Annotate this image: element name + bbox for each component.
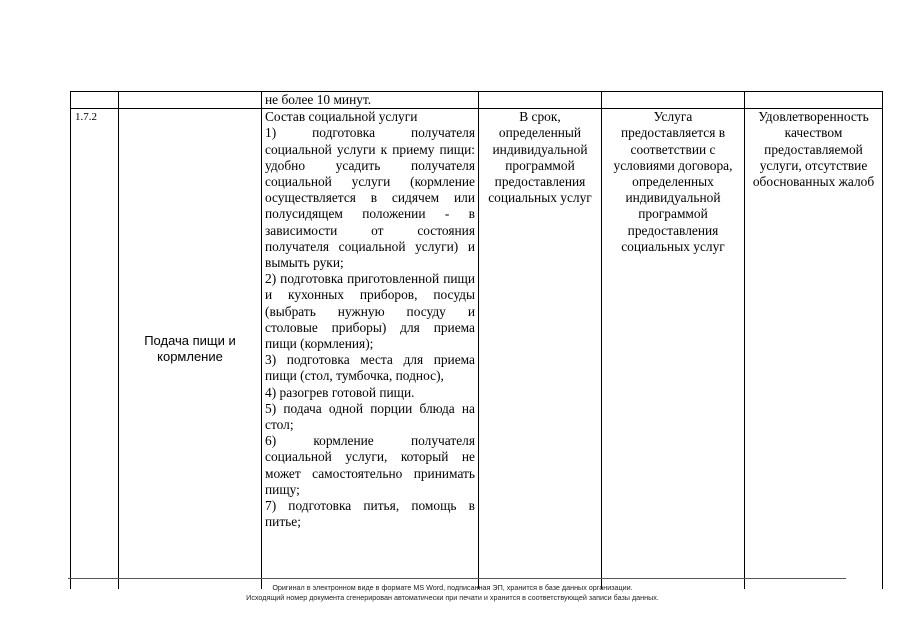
composition-title: Состав социальной услуги xyxy=(265,109,418,125)
footer-note-2: Исходящий номер документа сгенерирован автоматически при печати и хранится в соответствующей записи базы данных. xyxy=(246,593,659,602)
composition-item: 7) подготовка питья, помощь в питье; xyxy=(265,498,475,530)
composition-item: 4) разогрев готовой пищи. xyxy=(265,384,415,400)
footer-divider xyxy=(68,578,846,579)
service-composition xyxy=(262,109,479,590)
service-name-cell xyxy=(119,92,262,109)
service-conditions: Услуга предоставляется в соответствии с условиями договора, определенных индивидуальной программой предоставления социальных услуг xyxy=(602,109,745,590)
term-cell xyxy=(479,92,602,109)
composition-item: 2) подготовка приготовленной пищи и кухонных приборов, посуды (выбрать нужную посуду и столовые приборы) для приема пищи (кормления); xyxy=(265,271,475,352)
table-row xyxy=(71,109,883,590)
service-quality: Удовлетворенность качеством предоставляемой услуги, отсутствие обоснованных жалоб xyxy=(745,109,883,590)
composition-item: 3) подготовка места для приема пищи (стол, тумбочка, поднос), xyxy=(265,352,475,384)
quality-cell xyxy=(745,92,883,109)
composition-cell: не более 10 минут. xyxy=(262,92,479,109)
composition-item: 5) подача одной порции блюда на стол; xyxy=(265,400,475,433)
table-row xyxy=(71,92,883,109)
composition-item: 1) подготовка получателя социальной услуги к приему пищи: удобно усадить получателя социальной услуги (кормление осуществляется в сидячем или полусидящем положении - в зависимости от состояния получателя социальной услуги) и вымыть руки; xyxy=(265,125,475,271)
service-table xyxy=(70,91,883,589)
composition-list xyxy=(265,125,475,530)
service-term: В срок, определенный индивидуальной программой предоставления социальных услуг xyxy=(479,109,602,590)
footer-note-1: Оригинал в электронном виде в формате MS Word, подписанная ЭП, хранится в базе данных организации. xyxy=(272,583,633,592)
composition-item: 6) кормление получателя социальной услуги, который не может самостоятельно принимать пищу; xyxy=(265,433,475,497)
conditions-cell xyxy=(602,92,745,109)
number-cell xyxy=(71,92,119,109)
service-name: Подача пищи и кормление xyxy=(119,109,262,590)
row-number: 1.7.2 xyxy=(71,109,119,590)
